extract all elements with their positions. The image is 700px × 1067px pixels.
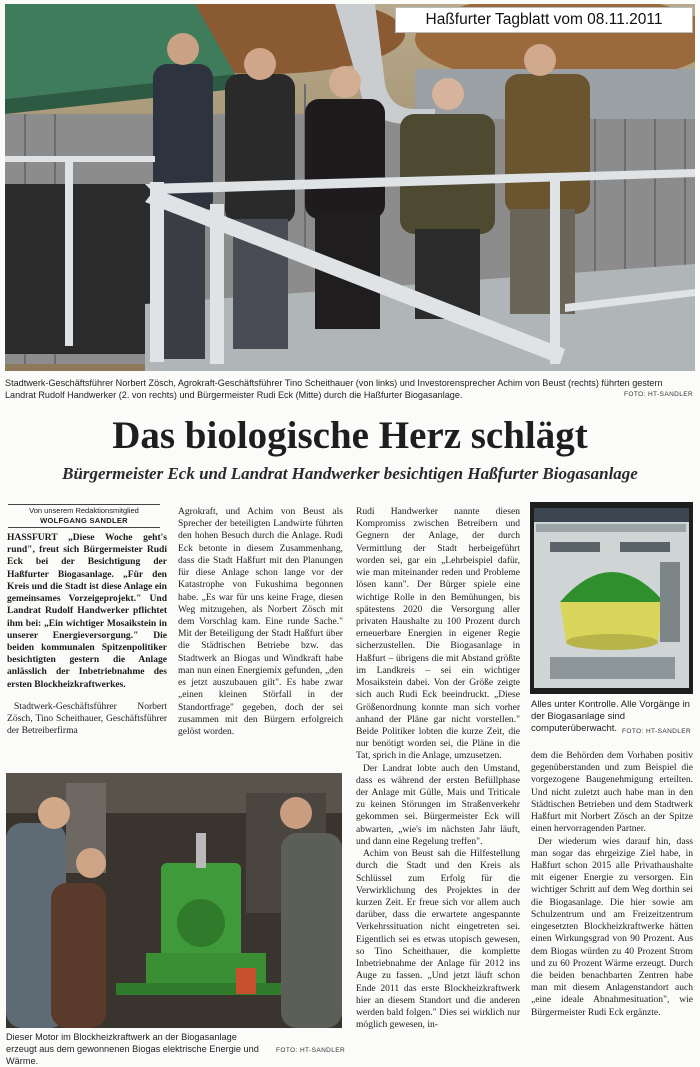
byline-intro: Von unserem Redaktionsmitglied: [29, 506, 139, 515]
article-paragraph: Achim von Beust sah die Hilfestellung durch die Stadt und den Kreis als Schlüssel zum Erfolg für die Verwirklichung des Projektes in der kurzen Zeit. Er freue sich vor allem auch darüber, dass die erwartete angespannte Verkehrssituation nicht eingetreten sei. Eigentlich sei es etwas utopisch gewesen, so Tino Scheithauer, die komplette Inbetriebnahme der Anlage für 2012 ins Auge zu fassen. „Und jetzt läuft schon Ende 2011 das erste Blockheizkraftwerk hier an diesem Standort und die anderen werden bald folgen." Dies sei wirklich nur möglich gewesen, in-: [356, 848, 520, 1031]
top-photo: [5, 4, 695, 371]
computer-monitor-image: [530, 502, 693, 694]
article-lead: HASSFURT „Diese Woche geht's rund", freut sich Bürgermeister Rudi Eck bei der Besichtigung der Haßfurter Biogasanlage. „Für den Kreis und die Stadt ist diese Anlage ein gemeinsames Vorzeigeprojekt." Und Landrat Rudolf Handwerker pflichtet ihm bei: „Ein wichtiger Mosaikstein in unserer Energieversorgung." Die beiden kommunalen Spitzenpolitiker besichtigten gestern die Anlage anlässlich der Inbetriebnahme des ersten Blockheizkraftwerkes.: [7, 532, 167, 690]
article-column-3: [356, 506, 520, 1031]
headline: Das biologische Herz schlägt: [112, 414, 588, 457]
engine-photo-caption: Dieser Motor im Blockheizkraftwerk an der Biogasanlage erzeugt aus dem gewonnenen Biogas elektrische Energie und Wärme.: [6, 1032, 259, 1066]
byline-rule-bottom: [8, 527, 160, 528]
byline-author: WOLFGANG SANDLER: [40, 516, 128, 525]
article-column-2: [178, 506, 343, 738]
article-paragraph: dem die Behörden dem Vorhaben positiv gegenüberstanden und zum Beispiel die vorgezogene Baugenehmigung erteilten. Und nicht zuletzt auch habe man in den Städtischen Betrieben und dem Stadtwerk Haßfurt mit Norbert Zösch an der Spitze einen hervorragenden Partner.: [531, 750, 693, 835]
article-column-1: [7, 532, 167, 738]
biogas-tour-photo: [5, 4, 695, 371]
article-paragraph: Der Landrat lobte auch den Umstand, dass es während der ersten Befüllphase der Anlage mit Gülle, Mais und Triticale zu keinen Störungen im Straßenverkehr gekommen sei. Bürgermeister Eck will abwarten, „wie's im nächsten Jahr läuft, und dann eine Regelung treffen".: [356, 762, 520, 847]
block-heating-plant-image: [6, 773, 342, 1028]
engine-photo: [6, 773, 342, 1028]
top-photo-caption: Stadtwerk-Geschäftsführer Norbert Zösch, Agrokraft-Geschäftsführer Tino Scheithauer (von links) und Investorensprecher Achim von Beust (rechts) führten gestern Landrat Rudolf Handwerker (2. von rechts) und Bürgermeister Rudi Eck (Mitte) durch die Haßfurter Biogasanlage.: [5, 378, 663, 400]
article-paragraph: Rudi Handwerker nannte diesen Kompromiss zwischen Betreibern und Gegnern der Anlage, der durch Vermittlung der Stadt herbeigeführt worden sei, gar ein „Lehrbeispiel dafür, wie man miteinander reden und Probleme lösen kann". Der Bürger spiele eine wichtige Rolle in den Bemühungen, bis spätestens 2020 die Versorgung aller privaten Haushalte zu 100 Prozent durch erneuerbare Energien in eigener Regie sicherzustellen. Die Biogasanlage in Haßfurt – übrigens die mit Abstand größte im Landkreis – sei ein wichtiger Mosaikstein dabei. Von der Größe zeigte sich auch Rudi Eck beeindruckt. „Diese Größenordnung konnte man sich vorher anhand der Pläne gar nicht vorstellen." Beide Politiker lobten die kurze Zeit, die nur benötigt worden sei, die Pläne in die Tat, sprich in die Anlage, umzusetzen.: [356, 506, 520, 762]
article-paragraph: Agrokraft, und Achim von Beust als Sprecher der beteiligten Landwirte führten den hohen Besuch durch die Anlage. Rudi Eck betonte in diesem Zusammenhang, dass die Stadt Haßfurt mit den Planungen für diese Anlage schon lange vor der Katastrophe von Fukushima begonnen habe. „Es war für uns keine Frage, diesen Weg mitzugehen, als Norbert Zösch mit dem Vorschlag kam. Eine runde Sache." Mit der Beteiligung der Stadt Haßfurt über die Städtischen Betriebe bzw. das Stadtwerk an Biogas und Windkraft habe man nun einen Energiemix gefunden, „den es jetzt auszubauen gilt". Es habe zwar „einen kleinen Störfall in der Standortfrage" gegeben, doch der sei zusammen mit den Bürgern erfolgreich gelöst worden.: [178, 506, 343, 737]
article-column-4: [531, 750, 693, 1019]
top-photo-credit: FOTO: HT-SANDLER: [624, 391, 694, 398]
subheadline: Bürgermeister Eck und Landrat Handwerker besichtigen Haßfurter Biogasanlage: [62, 464, 638, 483]
control-screen-photo: [530, 502, 693, 694]
engine-photo-credit: FOTO: HT-SANDLER: [276, 1047, 346, 1054]
article-paragraph: Stadtwerk-Geschäftsführer Norbert Zösch, Tino Scheithauer, Geschäftsführer der Betreiberfirma: [7, 700, 167, 737]
control-screen-caption: Alles unter Kontrolle. Alle Vorgänge in der Biogasanlage sind computerüberwacht.: [531, 699, 690, 734]
control-screen-credit: FOTO: HT-SANDLER: [622, 728, 692, 735]
newspaper-date-label: Haßfurter Tagblatt vom 08.11.2011: [395, 7, 693, 33]
article-paragraph: Der wiederum wies darauf hin, dass man sogar das ehrgeizige Ziel habe, in Haßfurt schon 2015 alle Privathaushalte mit eigener Energie zu versorgen. Ein wichtiger Schritt auf dem Weg dorthin sei die Biogasanlage. Die hier sowie am Schulzentrum und am Freizeitzentrum eingesetzten Blockheizkraftwerke hätten einen Wirkungsgrad von 90 Prozent. Aus dem Biogas würden zu 40 Prozent Strom und zu 60 Prozent Wärme erzeugt. Durch die beiden benachbarten Zentren habe man mit diesem Anlagenstandort auch „eine ideale Abnahmesituation", wie Bürgermeister Rudi Eck ergänzte.: [531, 835, 693, 1018]
byline-rule: [8, 504, 160, 505]
